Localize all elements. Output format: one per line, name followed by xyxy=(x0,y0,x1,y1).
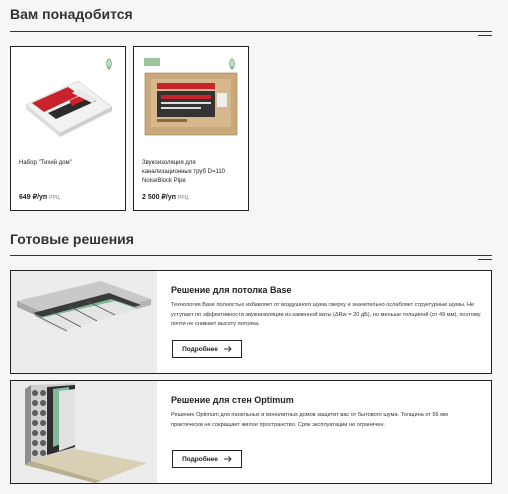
solution-title: Решение для стен Optimum xyxy=(171,395,294,405)
section-title-needed: Вам понадобится xyxy=(10,6,133,22)
price-note: РРЦ xyxy=(177,195,189,201)
product-image xyxy=(18,67,118,139)
section-divider-end xyxy=(478,259,492,260)
product-badge xyxy=(144,58,160,66)
details-button[interactable] xyxy=(172,340,242,358)
arrow-right-icon xyxy=(224,346,232,352)
solution-card[interactable] xyxy=(10,270,492,374)
section-title-solutions: Готовые решения xyxy=(10,231,134,247)
price-value: 2 500 ₽/уп xyxy=(142,194,176,201)
solution-image xyxy=(11,271,157,373)
solution-description: Решение Optimum для панельных и монолитных домов защитит вас от бытового шума. Толщина от 56 мм практически не сокращает жилое пространство. Срок эксплуатации не ограничен. xyxy=(171,412,448,428)
details-button[interactable] xyxy=(172,450,242,468)
details-button-label: Подробнее xyxy=(182,455,218,463)
product-card[interactable] xyxy=(133,46,249,211)
solution-description: Технология Base полностью избавляет от воздушного шума сверху и значительно ослабляет структурные шумы. Не уступает по эффективности звукоизоляции из каменной ваты (ΔRw = 20 дБ), но меньше толщиной (от 49 мм), поэтому почти не снижает высоту потолка. xyxy=(171,302,481,327)
arrow-right-icon xyxy=(224,456,232,462)
product-name[interactable]: Звукоизоляция для канализационных труб D=110 NoiseBlock Pipe xyxy=(142,160,226,184)
solution-title: Решение для потолка Base xyxy=(171,285,292,295)
section-divider xyxy=(10,31,492,32)
solution-card[interactable] xyxy=(10,380,492,484)
solution-image xyxy=(11,381,157,483)
product-price xyxy=(19,193,60,201)
product-image xyxy=(141,67,241,139)
section-divider-end xyxy=(478,35,492,36)
price-note: РРЦ xyxy=(49,195,60,201)
product-card[interactable] xyxy=(10,46,126,211)
details-button-label: Подробнее xyxy=(182,345,218,353)
product-price xyxy=(142,193,188,201)
price-value: 649 ₽/уп xyxy=(19,194,48,201)
product-name[interactable]: Набор "Тихий дом" xyxy=(19,160,72,166)
section-divider xyxy=(10,255,492,256)
